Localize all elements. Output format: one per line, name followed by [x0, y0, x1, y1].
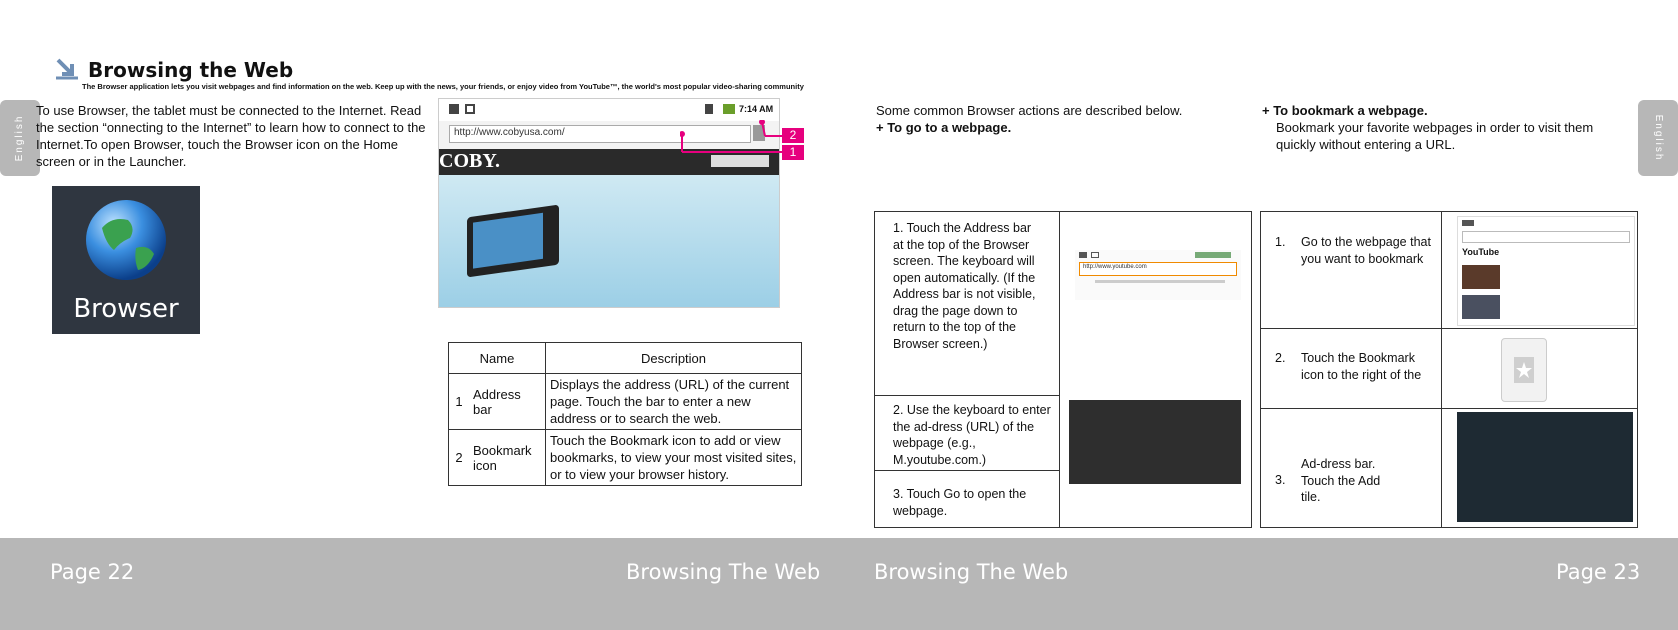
- youtube-logo-text: YouTube: [1462, 247, 1500, 257]
- notification-icon: [465, 104, 475, 114]
- arrow-icon: [56, 58, 80, 80]
- battery-icon: [705, 104, 713, 114]
- address-bar-url: http://www.cobyusa.com/: [454, 127, 565, 138]
- callout-2: 2: [782, 128, 804, 143]
- address-bar-screenshot: [1075, 250, 1241, 300]
- side-tab-right: [1638, 100, 1678, 176]
- bookmark-steps-table: [1260, 211, 1638, 528]
- bookmark-icon-screenshot: [1501, 338, 1547, 402]
- globe-icon: [84, 198, 168, 282]
- youtube-logo: [1462, 247, 1499, 257]
- footer-section-left: Browsing The Web: [626, 560, 821, 584]
- notification-icon: [449, 104, 459, 114]
- row-name: Bookmark icon: [469, 430, 546, 486]
- bookmark-step-2-num: 2.: [1275, 351, 1286, 365]
- right-intro-text: Some common Browser actions are described below.: [876, 103, 1183, 118]
- table-header-description: Description: [546, 343, 802, 374]
- tablet-product-image: [467, 205, 559, 278]
- keyboard-screenshot: [1069, 400, 1241, 484]
- row-description: Touch the Bookmark icon to add or view bookmarks, to view your most visited sites, or to view your browser history.: [546, 430, 802, 486]
- row-number: 1: [449, 374, 470, 430]
- bookmark-step-2: Touch the Bookmark icon to the right of the: [1301, 351, 1422, 382]
- row-description: Displays the address (URL) of the current page. Touch the bar to enter a new address or to search the web.: [546, 374, 802, 430]
- row-name: Address bar: [469, 374, 546, 430]
- star-bookmark-icon: [1512, 357, 1536, 383]
- bookmark-body: Bookmark your favorite webpages in order to visit them quickly without entering a URL.: [1276, 120, 1594, 152]
- side-tab-right-label: English: [1653, 114, 1664, 162]
- footer-page-right: Page 23: [1556, 560, 1641, 584]
- goto-step-1: 1. Touch the Address bar at the top of the Browser screen. The keyboard will open automatically. (If the Address bar is not visible, drag the page down to return to the top of the Browser screen.): [893, 221, 1036, 351]
- side-tab-left: [0, 100, 40, 176]
- browser-parts-table: [448, 342, 802, 486]
- footer-page-left: Page 22: [50, 560, 135, 584]
- coby-logo: COBY.: [439, 150, 500, 172]
- status-bar: [439, 99, 779, 121]
- status-time: 7:14 AM: [739, 104, 774, 114]
- goto-steps-table: [874, 211, 1252, 528]
- table-header-name: Name: [449, 343, 546, 374]
- goto-step-2: 2. Use the keyboard to enter the ad-dress (URL) of the webpage (e.g., M.youtube.com.): [893, 403, 1051, 467]
- bookmark-heading: + To bookmark a webpage.: [1262, 103, 1428, 118]
- browser-icon-label: Browser: [73, 294, 179, 324]
- table-row: [449, 374, 802, 430]
- goto-heading: + To go to a webpage.: [876, 120, 1012, 135]
- bookmark-step-1: Go to the webpage that you want to bookmark: [1301, 235, 1431, 266]
- youtube-screenshot: [1457, 216, 1635, 326]
- intro-text: The Browser application lets you visit webpages and find information on the web. Keep up with the news, your friends, or enjoy video from YouTube™, the world's most popular video-sharing community: [82, 82, 804, 91]
- page-title: Browsing the Web: [88, 58, 294, 82]
- browser-app-tile: [52, 186, 200, 334]
- table-header-row: [449, 343, 802, 374]
- goto-step-3: 3. Touch Go to open the webpage.: [893, 487, 1027, 518]
- left-body-text: To use Browser, the tablet must be connected to the Internet. Read the section “onnecting to the Internet” to learn how to connect to the Internet.To open Browser, touch the Browser icon on the Home screen or in the Launcher.: [36, 103, 426, 169]
- callout-1: 1: [782, 145, 804, 160]
- page-footer: [0, 538, 1678, 630]
- bookmark-step-1-num: 1.: [1275, 235, 1286, 249]
- bookmarks-grid-screenshot: [1457, 412, 1633, 522]
- bookmark-step-3: Ad-dress bar. Touch the Add tile.: [1301, 457, 1381, 504]
- bookmark-step-3-num: 3.: [1275, 473, 1286, 487]
- footer-section-right: Browsing The Web: [874, 560, 1069, 584]
- coby-banner: [439, 175, 779, 307]
- mini-address-field: [1079, 262, 1237, 276]
- table-row: [449, 430, 802, 486]
- mini-address-url: http://www.youtube.com: [1083, 264, 1147, 270]
- wifi-icon: [723, 104, 735, 114]
- side-tab-left-label: English: [14, 114, 25, 162]
- row-number: 2: [449, 430, 470, 486]
